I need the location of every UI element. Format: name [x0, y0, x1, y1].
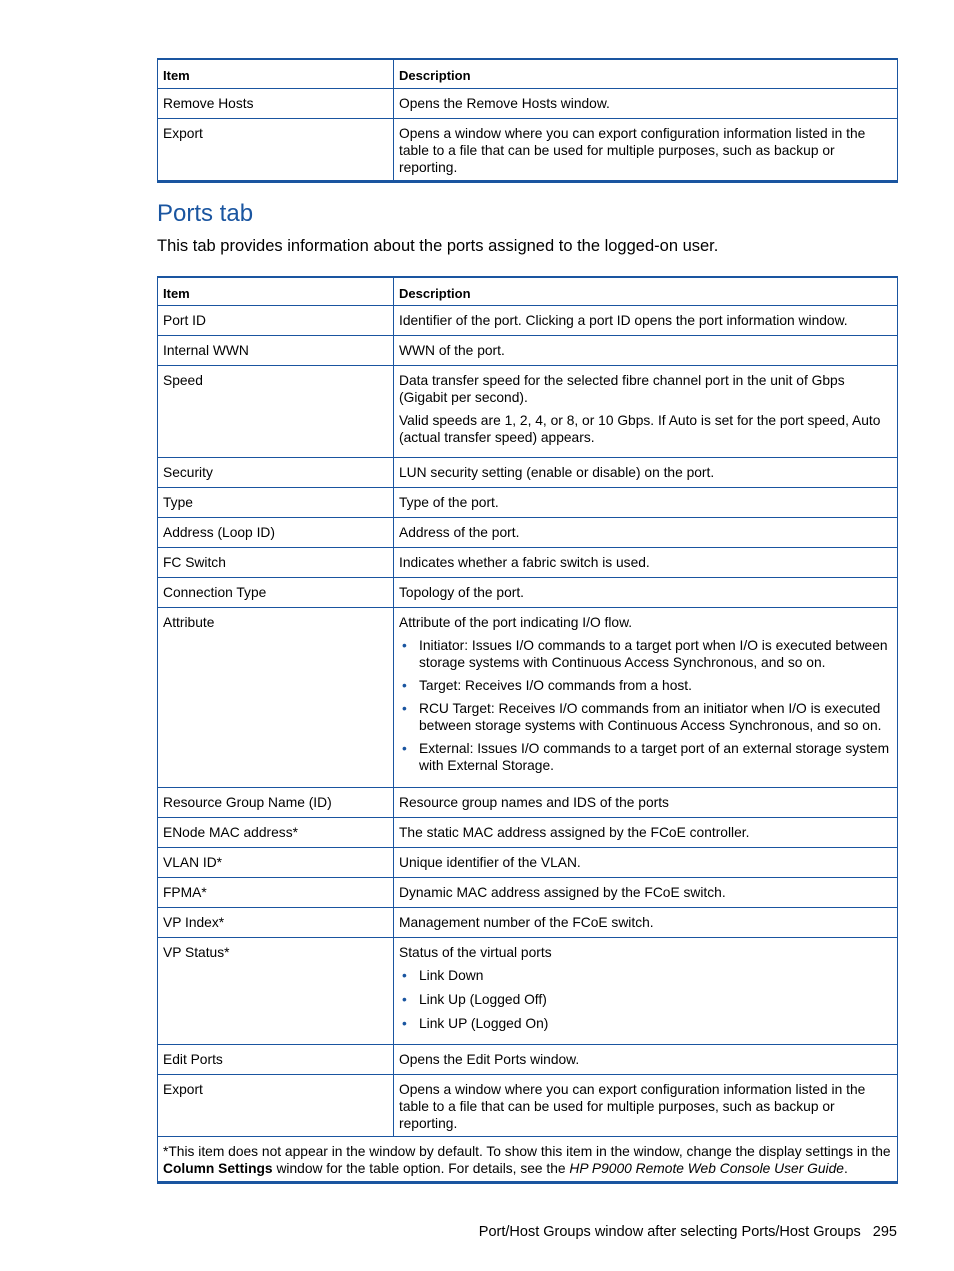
table-ports: [157, 276, 898, 1185]
item-cell: Connection Type: [158, 578, 394, 608]
page-number: 295: [872, 1224, 897, 1240]
table-row: [158, 818, 898, 848]
description-text: Status of the virtual ports: [399, 945, 552, 960]
item-cell: Edit Ports: [158, 1045, 394, 1075]
table-header-row: [158, 59, 898, 88]
item-cell: Internal WWN: [158, 336, 394, 366]
list-item: • Target: Receives I/O commands from a host.: [419, 677, 892, 694]
item-cell: Security: [158, 458, 394, 488]
list-item: • External: Issues I/O commands to a target port of an external storage system with External Storage.: [419, 740, 892, 774]
item-cell: FC Switch: [158, 548, 394, 578]
list-item: • Link UP (Logged On): [419, 1015, 892, 1032]
item-cell: Port ID: [158, 306, 394, 336]
item-cell: Export: [158, 118, 394, 181]
table-row: [158, 548, 898, 578]
description-text: Resource group names and IDS of the ports: [399, 795, 669, 810]
table-row: [158, 788, 898, 818]
description-text: The static MAC address assigned by the FCoE controller.: [399, 825, 750, 840]
item-cell: Remove Hosts: [158, 88, 394, 118]
description-cell: [394, 818, 898, 848]
table-row: [158, 118, 898, 181]
description-text: Valid speeds are 1, 2, 4, or 8, or 10 Gbps. If Auto is set for the port speed, Auto (actual transfer speed) appears.: [399, 413, 881, 445]
description-text: WWN of the port.: [399, 343, 505, 358]
note-guide-title: HP P9000 Remote Web Console User Guide: [569, 1161, 844, 1176]
description-cell: Opens a window where you can export configuration information listed in the table to a file that can be used for multiple purposes, such as backup or reporting.: [394, 118, 898, 181]
table-row: [158, 848, 898, 878]
description-cell: [394, 518, 898, 548]
description-text: Dynamic MAC address assigned by the FCoE switch.: [399, 885, 726, 900]
table-row: [158, 306, 898, 336]
description-cell: [394, 788, 898, 818]
description-text: Management number of the FCoE switch.: [399, 915, 654, 930]
list-item: • RCU Target: Receives I/O commands from an initiator when I/O is executed between storage systems with Continuous Access Synchronous, and so on.: [419, 700, 892, 734]
table-row: [158, 88, 898, 118]
description-cell: [394, 608, 898, 788]
column-header-description: Description: [394, 277, 898, 306]
description-text: Data transfer speed for the selected fibre channel port in the unit of Gbps (Gigabit per second).: [399, 373, 845, 405]
note-text: window for the table option. For details, see the: [272, 1161, 570, 1176]
page-content: [157, 58, 897, 1184]
table-note: [158, 1137, 898, 1183]
description-cell: [394, 848, 898, 878]
description-cell: [394, 578, 898, 608]
description-text: Identifier of the port. Clicking a port ID opens the port information window.: [399, 313, 848, 328]
description-cell: [394, 1075, 898, 1137]
table-row: [158, 1075, 898, 1137]
section-intro: This tab provides information about the ports assigned to the logged-on user.: [157, 236, 719, 255]
description-text: Indicates whether a fabric switch is used.: [399, 555, 650, 570]
description-text: Opens a window where you can export configuration information listed in the table to a file that can be used for multiple purposes, such as backup or reporting.: [399, 1082, 866, 1131]
section-title: Ports tab: [157, 199, 254, 227]
description-cell: [394, 336, 898, 366]
list-item: • Link Up (Logged Off): [419, 991, 892, 1008]
item-cell: Export: [158, 1075, 394, 1137]
description-cell: [394, 548, 898, 578]
item-cell: Speed: [158, 366, 394, 458]
description-cell: [394, 366, 898, 458]
note-bold-term: Column Settings: [163, 1161, 273, 1176]
list-item: • Link Down: [419, 967, 892, 984]
item-cell: Resource Group Name (ID): [158, 788, 394, 818]
table-row: [158, 938, 898, 1045]
item-cell: Type: [158, 488, 394, 518]
description-cell: Opens the Remove Hosts window.: [394, 88, 898, 118]
description-text: Opens the Edit Ports window.: [399, 1052, 580, 1067]
description-cell: [394, 488, 898, 518]
description-text: Address of the port.: [399, 525, 520, 540]
bullet-list: [399, 967, 892, 1032]
description-text: LUN security setting (enable or disable) on the port.: [399, 465, 715, 480]
description-cell: [394, 306, 898, 336]
item-cell: ENode MAC address*: [158, 818, 394, 848]
bullet-list: [399, 637, 892, 774]
description-text: Topology of the port.: [399, 585, 525, 600]
table-row: [158, 878, 898, 908]
item-cell: VP Status*: [158, 938, 394, 1045]
description-cell: [394, 878, 898, 908]
note-text: *This item does not appear in the window by default. To show this item in the window, change the display settings in the: [163, 1144, 891, 1159]
table-row: [158, 908, 898, 938]
table-row: [158, 518, 898, 548]
description-cell: [394, 458, 898, 488]
item-cell: FPMA*: [158, 878, 394, 908]
page-footer: [157, 1222, 897, 1242]
list-item: • Initiator: Issues I/O commands to a target port when I/O is executed between storage systems with Continuous Access Synchronous, and so on.: [419, 637, 892, 671]
description-cell: [394, 1045, 898, 1075]
column-header-item: Item: [158, 277, 394, 306]
note-text: .: [843, 1161, 848, 1176]
table-row: [158, 608, 898, 788]
item-cell: Address (Loop ID): [158, 518, 394, 548]
table-note-row: [158, 1137, 898, 1183]
column-header-item: Item: [158, 59, 394, 88]
table-row: [158, 578, 898, 608]
table-header-row: [158, 277, 898, 306]
column-header-description: Description: [394, 59, 898, 88]
table-actions: [157, 58, 898, 183]
item-cell: VP Index*: [158, 908, 394, 938]
description-text: Unique identifier of the VLAN.: [399, 855, 581, 870]
item-cell: VLAN ID*: [158, 848, 394, 878]
table-row: [158, 1045, 898, 1075]
description-cell: [394, 938, 898, 1045]
description-cell: [394, 908, 898, 938]
table-row: [158, 336, 898, 366]
description-text: Attribute of the port indicating I/O flow.: [399, 615, 633, 630]
table-row: [158, 458, 898, 488]
description-text: Type of the port.: [399, 495, 499, 510]
footer-text: Port/Host Groups window after selecting Ports/Host Groups: [478, 1224, 861, 1240]
table-row: [158, 366, 898, 458]
table-row: [158, 488, 898, 518]
item-cell: Attribute: [158, 608, 394, 788]
